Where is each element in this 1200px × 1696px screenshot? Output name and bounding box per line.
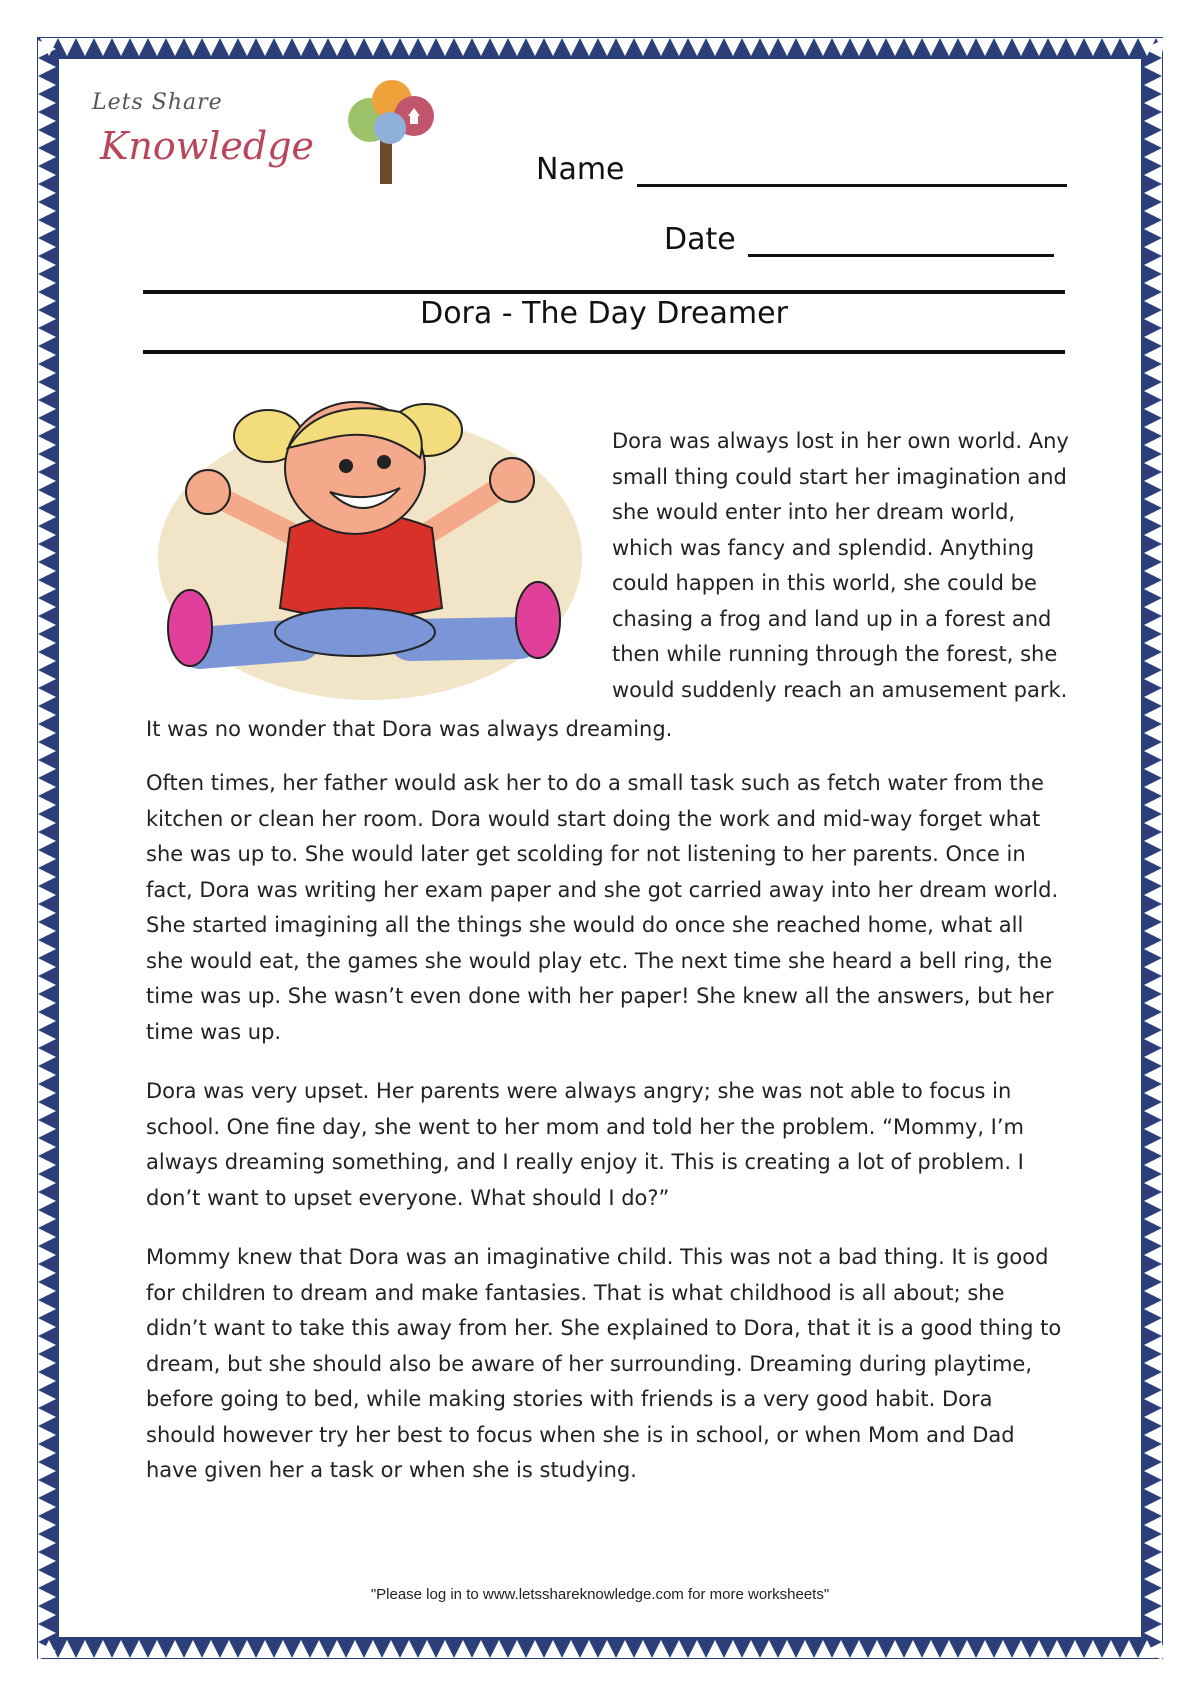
- logo-text-main: Knowledge: [100, 124, 315, 168]
- paragraph-4: Mommy knew that Dora was an imaginative child. This was not a bad thing. It is good for children to dream and make fantasies. That is what childhood is all about; she didn’t want to take this away from her. She explained to Dora, that it is a good thing to dream, but she should also be aware of her surrounding. Dreaming during playtime, before going to bed, while making stories with friends is a very good habit. Dora should however try her best to focus when she is in school, or when Mom and Dad have given her a task or when she is studying.: [146, 1245, 1062, 1482]
- title-rule-top: [143, 290, 1065, 294]
- intro-line: small thing could start her imagination and: [612, 464, 1067, 489]
- date-line[interactable]: [748, 224, 1054, 257]
- intro-end: It was no wonder that Dora was always dreaming.: [146, 717, 673, 741]
- name-field[interactable]: [536, 152, 1067, 187]
- intro-line: would suddenly reach an amusement park.: [612, 677, 1068, 702]
- intro-line: she would enter into her dream world,: [612, 500, 1016, 524]
- dora-illustration: [150, 388, 590, 708]
- paragraph-2: Often times, her father would ask her to do a small task such as fetch water from the kitchen or clean her room. Dora would start doing the work and mid-way forget what she was up to. She would later get scolding for not listening to her parents. Once in fact, Dora was writing her exam paper and she got carried away into her dream world. She started imagining all the things she would do once she reached home, what all she would eat, the games she would play etc. The next time she heard a bell ring, the time was up. She wasn’t even done with her paper! She knew all the answers, but her time was up.: [146, 771, 1059, 1044]
- intro-line: chasing a frog and land up in a forest and: [612, 606, 1052, 631]
- site-logo: [80, 72, 410, 202]
- title-rule-bottom: [143, 350, 1065, 354]
- paragraph-3: Dora was very upset. Her parents were always angry; she was not able to focus in school. One fine day, she went to her mom and told her the problem. “Mommy, I’m always dreaming something, and I really enjoy it. This is creating a lot of problem. I don’t want to upset everyone. What should I do?”: [146, 1079, 1025, 1210]
- intro-line: then while running through the forest, she: [612, 642, 1058, 666]
- intro-line: which was fancy and splendid. Anything: [612, 535, 1035, 560]
- worksheet-title: Dora - The Day Dreamer: [420, 296, 788, 331]
- footer-note: "Please log in to www.letsshareknowledge.com for more worksheets": [370, 1586, 830, 1603]
- date-field[interactable]: [664, 222, 1054, 257]
- intro-line: could happen in this world, she could be: [612, 571, 1037, 595]
- name-line[interactable]: [637, 154, 1067, 187]
- date-label: Date: [664, 222, 736, 257]
- name-label: Name: [536, 152, 625, 187]
- intro-line: Dora was always lost in her own world. Any: [612, 429, 1069, 453]
- tree-icon: [330, 72, 450, 192]
- logo-text-top: Lets Share: [92, 90, 223, 115]
